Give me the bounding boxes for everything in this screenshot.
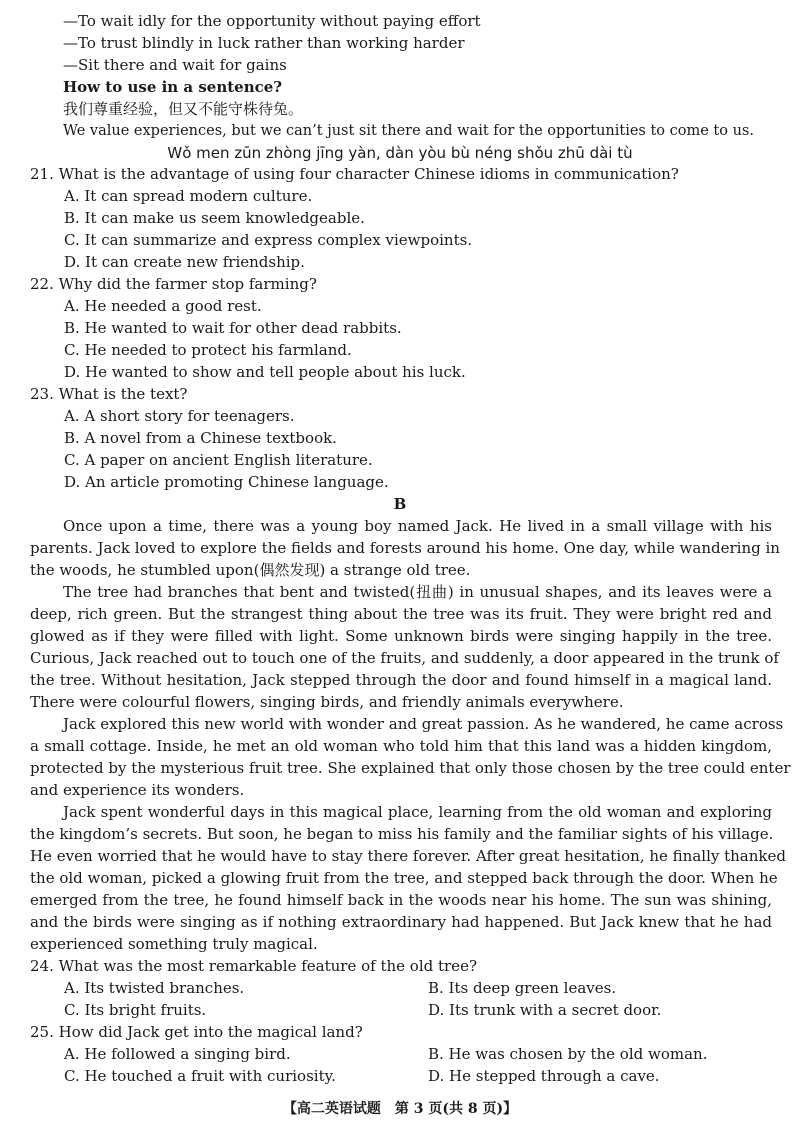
q21-option-c: C. It can summarize and express complex viewpoints. bbox=[64, 231, 473, 249]
q24-option-d: D. Its trunk with a secret door. bbox=[428, 1001, 662, 1019]
usage-heading: How to use in a sentence? bbox=[63, 78, 283, 96]
passage-line: and experience its wonders. bbox=[30, 781, 245, 799]
passage-line: Once upon a time, there was a young boy named Jack. He lived in a small village with his bbox=[63, 517, 772, 535]
passage-line: emerged from the tree, he found himself back in the woods near his home. The sun was shining, bbox=[30, 891, 772, 909]
passage-line: The tree had branches that bent and twisted(扭曲) in unusual shapes, and its leaves were a bbox=[63, 583, 772, 601]
q22-option-a: A. He needed a good rest. bbox=[64, 297, 262, 315]
q25-option-b: B. He was chosen by the old woman. bbox=[428, 1045, 708, 1063]
question-23-stem: 23. What is the text? bbox=[30, 385, 188, 403]
passage-line: protected by the mysterious fruit tree. She explained that only those chosen by the tree could enter bbox=[30, 759, 791, 777]
idiom-meaning-2: —To trust blindly in luck rather than working harder bbox=[63, 34, 465, 52]
q21-option-a: A. It can spread modern culture. bbox=[64, 187, 313, 205]
q25-option-a: A. He followed a singing bird. bbox=[64, 1045, 291, 1063]
question-22-stem: 22. Why did the farmer stop farming? bbox=[30, 275, 317, 293]
passage-line: the kingdom’s secrets. But soon, he began to miss his family and the familiar sights of his village. bbox=[30, 825, 774, 843]
q25-option-d: D. He stepped through a cave. bbox=[428, 1067, 660, 1085]
question-21-stem: 21. What is the advantage of using four character Chinese idioms in communication? bbox=[30, 165, 679, 183]
passage-line: There were colourful flowers, singing birds, and friendly animals everywhere. bbox=[30, 693, 624, 711]
idiom-meaning-1: —To wait idly for the opportunity without paying effort bbox=[63, 12, 481, 30]
q24-option-a: A. Its twisted branches. bbox=[64, 979, 245, 997]
usage-chinese-sentence: 我们尊重经验，但又不能守株待兔。 bbox=[63, 100, 304, 118]
passage-line: the tree. Without hesitation, Jack stepped through the door and found himself in a magical land. bbox=[30, 671, 772, 689]
q23-option-b: B. A novel from a Chinese textbook. bbox=[64, 429, 337, 447]
passage-line: deep, rich green. But the strangest thing about the tree was its fruit. They were bright red and bbox=[30, 605, 772, 623]
q24-option-c: C. Its bright fruits. bbox=[64, 1001, 207, 1019]
page-footer: 【高二英语试题 第 3 页(共 8 页)】 bbox=[282, 1101, 518, 1117]
passage-line: Curious, Jack reached out to touch one of the fruits, and suddenly, a door appeared in the trunk of bbox=[30, 649, 779, 667]
passage-line: Jack explored this new world with wonder and great passion. As he wandered, he came across bbox=[63, 715, 784, 733]
passage-line: a small cottage. Inside, he met an old woman who told him that this land was a hidden kingdom, bbox=[30, 737, 772, 755]
q23-option-a: A. A short story for teenagers. bbox=[64, 407, 295, 425]
usage-pinyin: Wǒ men zūn zhòng jīng yàn, dàn yòu bù néng shǒu zhū dài tù bbox=[167, 144, 633, 162]
q23-option-d: D. An article promoting Chinese language. bbox=[64, 473, 389, 491]
q22-option-b: B. He wanted to wait for other dead rabbits. bbox=[64, 319, 402, 337]
passage-line: parents. Jack loved to explore the fields and forests around his home. One day, while wandering in bbox=[30, 539, 780, 557]
q21-option-d: D. It can create new friendship. bbox=[64, 253, 305, 271]
section-b-label: B bbox=[393, 495, 407, 513]
question-25-stem: 25. How did Jack get into the magical land? bbox=[30, 1023, 363, 1041]
passage-line: experienced something truly magical. bbox=[30, 935, 318, 953]
passage-line: the woods, he stumbled upon(偶然发现) a strange old tree. bbox=[30, 561, 471, 579]
q22-option-d: D. He wanted to show and tell people about his luck. bbox=[64, 363, 466, 381]
idiom-meaning-3: —Sit there and wait for gains bbox=[63, 56, 287, 74]
usage-english-sentence: We value experiences, but we can’t just sit there and wait for the opportunities to come to us. bbox=[63, 123, 754, 139]
question-24-stem: 24. What was the most remarkable feature of the old tree? bbox=[30, 957, 477, 975]
q21-option-b: B. It can make us seem knowledgeable. bbox=[64, 209, 365, 227]
passage-line: Jack spent wonderful days in this magical place, learning from the old woman and exploring bbox=[63, 803, 772, 821]
q22-option-c: C. He needed to protect his farmland. bbox=[64, 341, 352, 359]
passage-line: glowed as if they were filled with light. Some unknown birds were singing happily in the tree. bbox=[30, 627, 772, 645]
q23-option-c: C. A paper on ancient English literature. bbox=[64, 451, 373, 469]
passage-line: and the birds were singing as if nothing extraordinary had happened. But Jack knew that he had bbox=[30, 913, 772, 931]
q24-option-b: B. Its deep green leaves. bbox=[428, 979, 617, 997]
q25-option-c: C. He touched a fruit with curiosity. bbox=[64, 1067, 336, 1085]
passage-line: the old woman, picked a glowing fruit from the tree, and stepped back through the door. When he bbox=[30, 869, 778, 887]
passage-line: He even worried that he would have to stay there forever. After great hesitation, he finally thanked bbox=[30, 847, 786, 865]
